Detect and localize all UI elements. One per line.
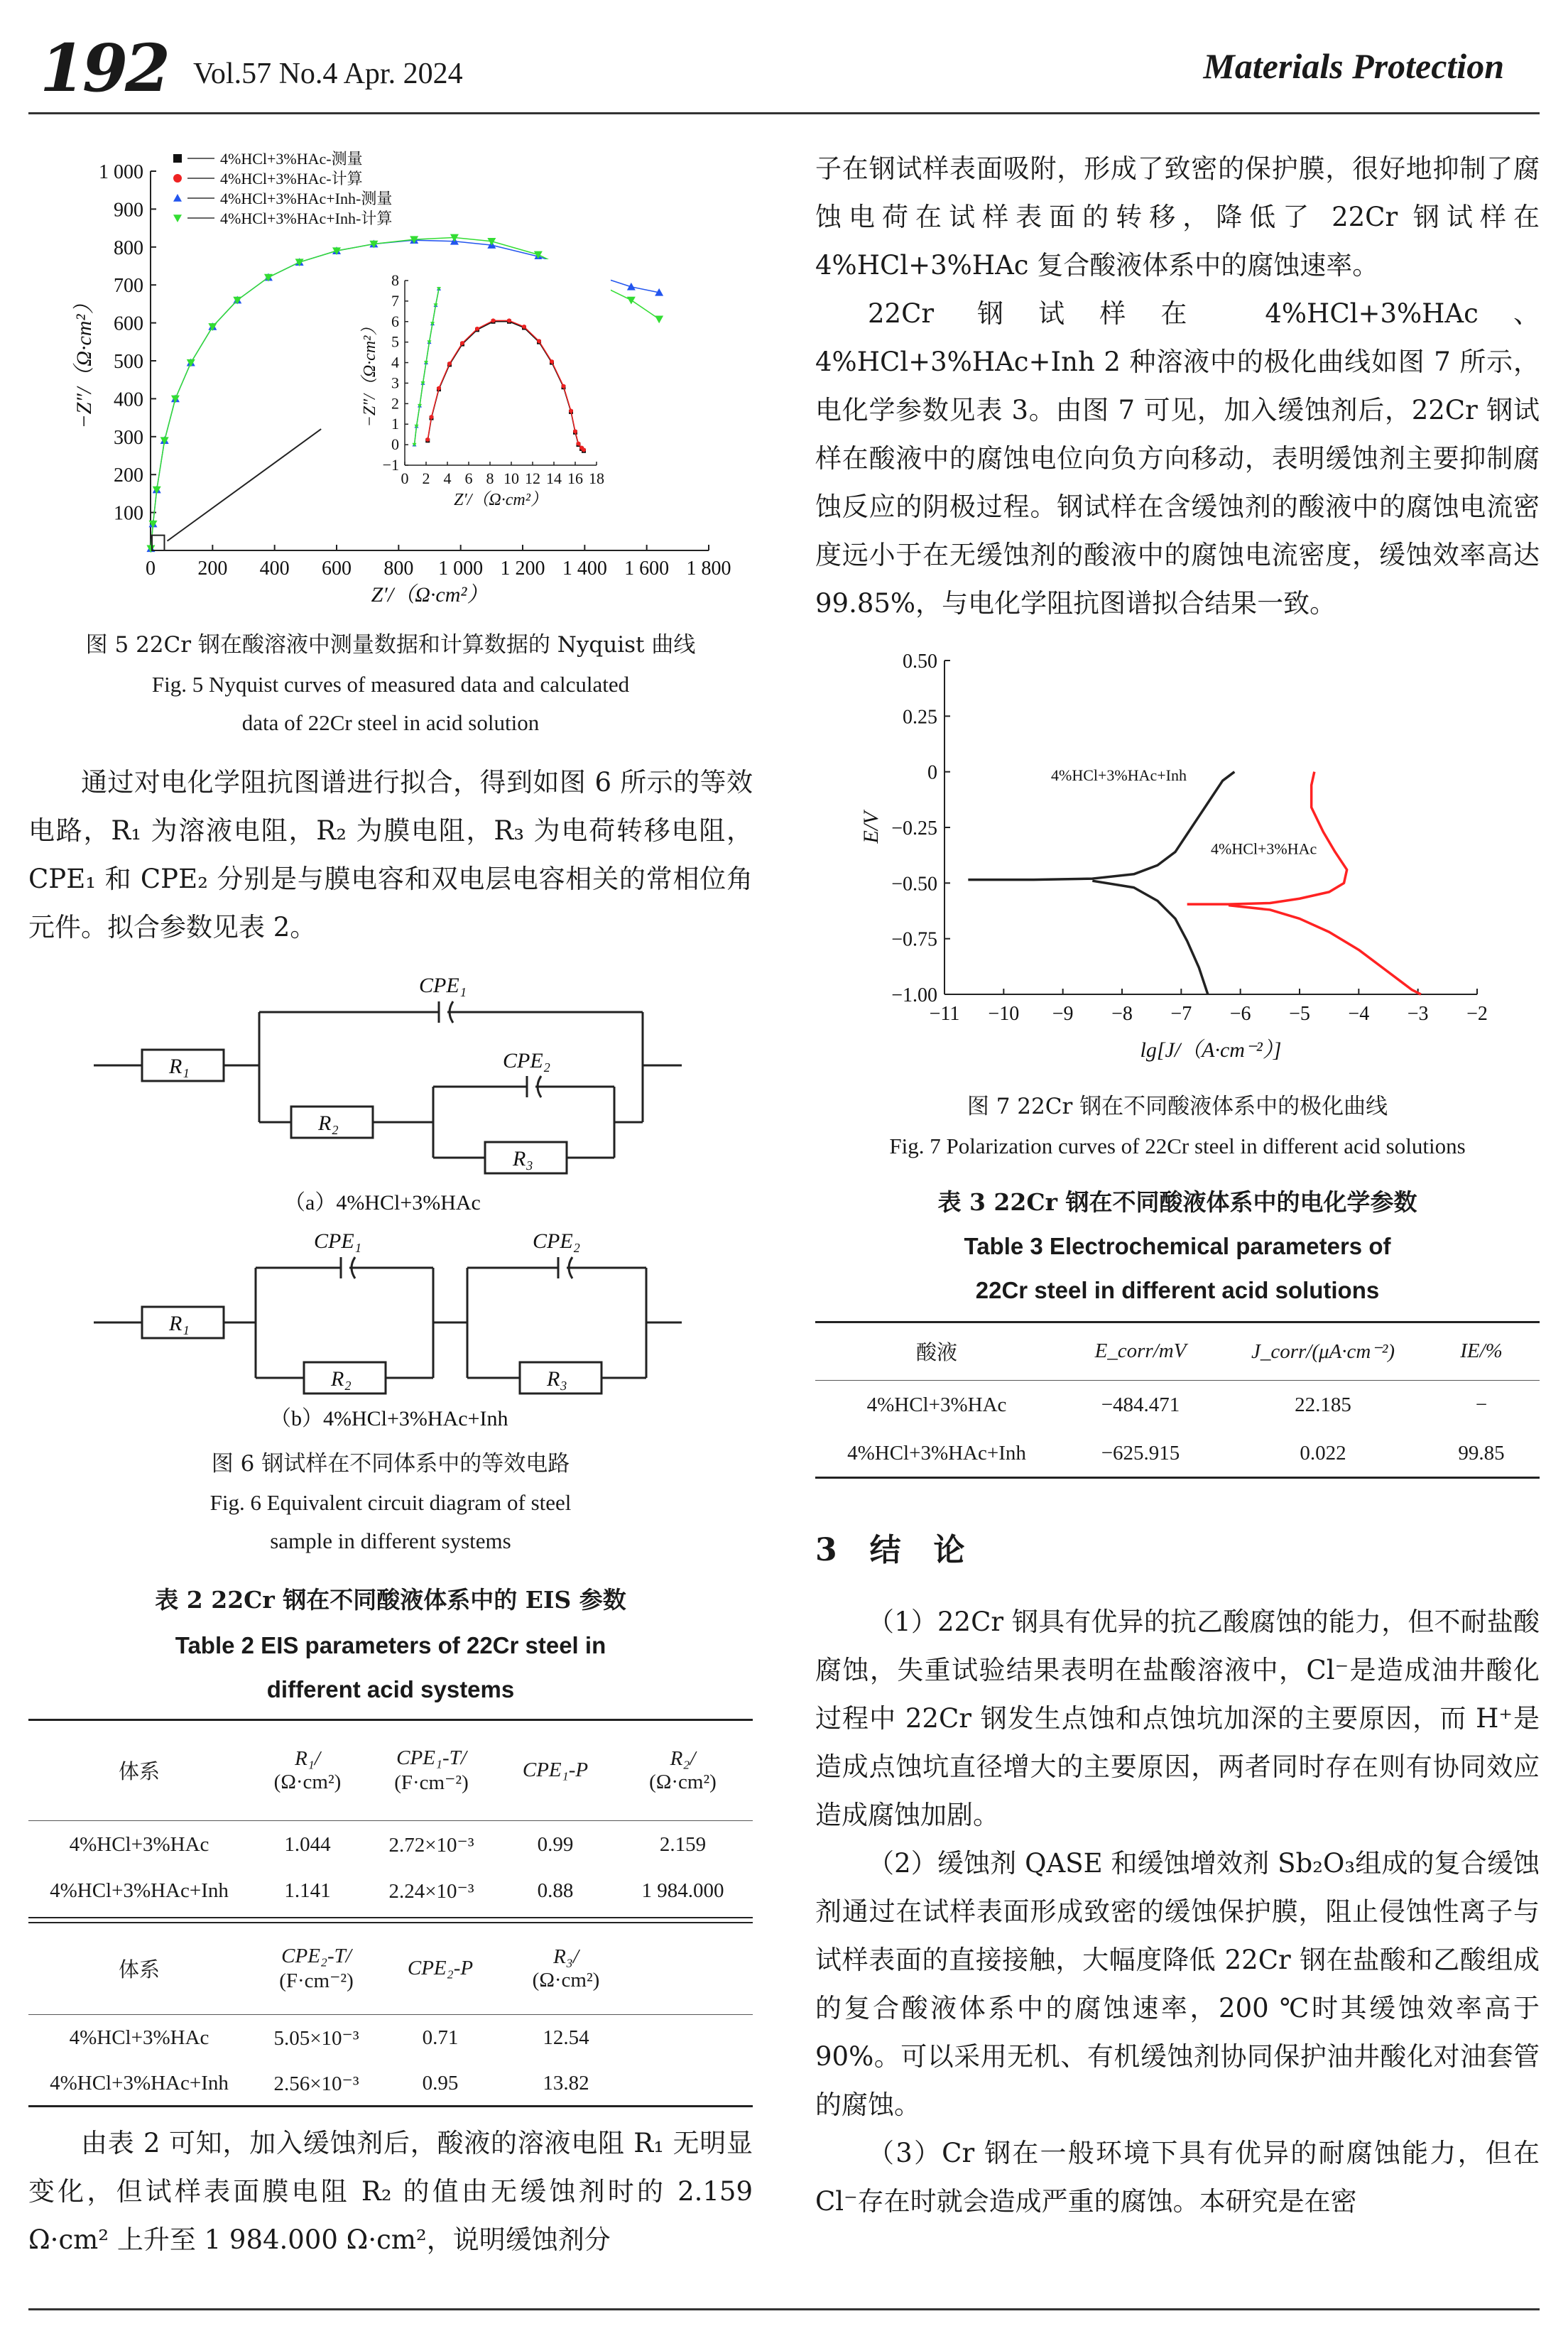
para2-text: 由表 2 可知，加入缓蚀剂后，酸液的溶液电阻 R₁ 无明显变化，但试样表面膜电阻 R₂ 的值由无缓蚀剂时的 2.159 Ω·cm² 上升至 1 984.000 Ω·cm²，说明缓蚀剂分 [28,2128,753,2255]
t2-h-cpe1p: CPE₁-P [522,1759,589,1782]
figure-6 [78,969,703,1438]
para4-text: 22Cr 钢试样在 4%HCl+3%HAc、4%HCl+3%HAc+Inh 2 种溶液中的极化曲线如图 7 所示，电化学参数见表 3。由图 7 可见，加入缓蚀剂后，22Cr 钢试样在酸液中的腐蚀电位向负方向移动，表明缓蚀剂主要抑制腐蚀反应的阴极过程。钢试样在含缓蚀剂的酸液中的腐蚀电流密度远小于在无缓蚀剂的酸液中的腐蚀电流密度，缓蚀效率高达99.85%，与电化学阻抗图谱拟合结果一致。 [815,298,1540,619]
table-cell: 5.05×10⁻³ [273,2026,359,2050]
fig5-inset-point [569,408,573,413]
equivalent-circuit-diagram [78,969,703,1438]
fig5-legend-marker [173,194,182,202]
conclusion-2: （2）缓蚀剂 QASE 和缓蚀增效剂 Sb₂O₃组成的复合缓蚀剂通过在试样表面形成致密的缓蚀保护膜，阻止侵蚀性离子与试样表面的直接接触，大幅度降低 22Cr 钢在盐酸和乙酸组成的复合酸液体系中的腐蚀速率，200 ℃时其缓蚀效率高于 90%。可以采用无机、有机缓蚀剂协同保护油井酸化对油套管的腐蚀。 [815,1848,1540,2120]
fig5-zoom-arrow [167,429,321,541]
table-cell: 22.185 [1295,1393,1351,1416]
conclusion-1: （1）22Cr 钢具有优异的抗乙酸腐蚀的能力，但不耐盐酸腐蚀，失重试验结果表明在盐酸溶液中，Cl⁻是造成油井酸化过程中 22Cr 钢发生点蚀和点蚀坑加深的主要原因，而 H⁺是造成点蚀坑直径增大的主要原因，两者同时存在则有协同效应造成腐蚀加剧。 [815,1607,1540,1830]
conclusions [815,1598,1540,2226]
table-2 [28,1719,753,2107]
fig5-inset-point [582,447,586,452]
table-cell: 13.82 [543,2071,589,2094]
fig5-inset-y-tick-label: 6 [391,312,399,330]
fig5-inset-x-tick-label: 14 [546,469,562,487]
fig5-x-tick-label: 0 [146,558,156,580]
fig7-curve [1187,772,1347,904]
fig5-inset-y-tick-label: −1 [382,456,399,474]
circuit-b-cpe2-label: CPE₂ [533,1229,581,1253]
table2-part1 [28,1721,753,1913]
fig5-inset-point [562,384,566,388]
fig5-y-tick-label: 800 [114,237,143,259]
circuit-a-cpe1-label: CPE₁ [419,974,467,997]
fig5-inset-y-tick-label: 7 [391,291,399,310]
table-row [28,1869,753,1913]
fig7-curve [1229,906,1421,994]
t2-h-cpe2t-unit: (F·cm⁻²) [279,1969,354,1992]
fig5-inset-y-tick-label: 3 [391,374,399,392]
table-3 [815,1321,1540,1479]
fig5-inset-point [447,362,452,366]
table-cell: 0.71 [422,2026,459,2049]
table-cell: −625.915 [1101,1441,1180,1465]
fig7-x-tick-label: −3 [1407,1003,1429,1025]
fig5-legend-marker [173,174,182,183]
fig5-inset-x-tick-label: 4 [443,469,452,487]
fig7-x-tick-label: −8 [1111,1003,1133,1025]
table-cell: 0.88 [537,1879,574,1902]
fig6-caption-cn: 图 6 钢试样在不同体系中的等效电路 [211,1451,570,1477]
table-cell: 4%HCl+3%HAc+Inh [50,2071,229,2094]
circuit-a [94,1001,682,1173]
table3-body [815,1323,1540,1477]
fig5-inset-y-tick-label: 2 [391,394,399,413]
fig5-inset-x-axis-label: Z′/（Ω·cm²） [454,491,548,509]
fig5-y-tick-label: 600 [114,313,143,335]
fig5-x-tick-label: 200 [197,558,228,580]
t2-h-cpe1t-unit: (F·cm⁻²) [394,1771,469,1794]
fig5-point [627,297,636,305]
fig5-y-tick-label: 500 [114,351,143,373]
paragraph-table2-discussion [28,2119,753,2264]
table-cell: 2.159 [659,1832,707,1856]
fig7-y-tick-label: −0.75 [891,928,937,951]
paragraph-film-adsorption [815,145,1540,628]
t2-h-r2-unit: (Ω·cm²) [649,1770,717,1793]
table3-caption-cn: 表 3 22Cr 钢在不同酸液体系中的电化学参数 [937,1188,1417,1216]
fig5-y-tick-label: 900 [114,199,143,222]
t2-h-r1-unit: (Ω·cm²) [273,1770,342,1793]
fig5-y-tick-label: 700 [114,275,143,298]
fig5-inset-x-tick-label: 6 [464,469,473,487]
fig5-x-tick-label: 1 000 [438,558,484,580]
table-cell: 4%HCl+3%HAc [69,2026,209,2049]
table2-part2 [28,1923,753,2105]
table-cell: 4%HCl+3%HAc+Inh [847,1441,1026,1465]
table-cell: − [1475,1393,1488,1416]
table2-caption-cn: 表 2 22Cr 钢在不同酸液体系中的 EIS 参数 [155,1586,626,1614]
t3-h-ie: IE/% [1460,1340,1503,1363]
journal-name: Materials Protection [1203,46,1504,86]
table-cell: 2.24×10⁻³ [388,1879,474,1903]
fig5-inset-point [522,325,526,329]
fig5-inset-y-axis-label: −Z″/（Ω·cm²） [361,318,379,428]
fig5-point [655,315,663,323]
fig5-x-tick-label: 400 [259,558,290,580]
fig5-legend-label: 4%HCl+3%HAc+Inh-计算 [220,210,393,227]
page-number: 192 [40,30,168,107]
fig5-inset-point [475,327,479,331]
table-cell: 4%HCl+3%HAc [866,1393,1007,1416]
t2-h-r2: R₂/ [670,1746,696,1770]
fig5-x-tick-label: 600 [322,558,352,580]
fig5-caption-cn: 图 5 22Cr 钢在酸溶液中测量数据和计算数据的 Nyquist 曲线 [85,632,696,658]
fig5-inset-point [460,341,464,345]
fig7-x-tick-label: −2 [1466,1003,1488,1025]
fig5-inset-x-tick-label: 8 [486,469,494,487]
fig7-y-tick-label: −1.00 [891,984,937,1006]
fig5-legend-marker [173,214,182,222]
fig7-series-label-inh: 4%HCl+3%HAc+Inh [1051,766,1187,785]
fig6-caption-en-2: sample in different systems [270,1528,511,1553]
para3-text: 子在钢试样表面吸附，形成了致密的保护膜，很好地抑制了腐蚀电荷在试样表面的转移，降低了 22Cr 钢试样在 4%HCl+3%HAc 复合酸液体系中的腐蚀速率。 [815,153,1540,281]
header-rule [28,112,1540,114]
fig5-x-tick-label: 1 600 [624,558,670,580]
polarization-chart [838,632,1506,1087]
circuit-a-cpe2-label: CPE₂ [503,1049,551,1072]
fig5-legend-label: 4%HCl+3%HAc-计算 [220,170,363,188]
figure-5 [28,146,753,614]
fig7-y-tick-label: 0 [927,761,937,784]
fig7-curve [968,772,1234,880]
circuit-b-r1-label: R₁ [169,1312,190,1335]
fig5-x-tick-label: 800 [383,558,414,580]
fig7-x-tick-label: −9 [1052,1003,1074,1025]
table-row [28,2014,753,2061]
fig5-inset-y-tick-label: 0 [391,435,399,454]
fig5-y-tick-label: 400 [114,388,143,411]
fig5-legend-marker [173,154,182,163]
table-cell: 4%HCl+3%HAc [69,1832,209,1856]
fig7-x-tick-label: −10 [988,1003,1020,1025]
fig5-inset-x-tick-label: 16 [567,469,583,487]
fig5-y-tick-label: 1 000 [99,161,143,183]
para1-text: 通过对电化学阻抗图谱进行拟合，得到如图 6 所示的等效电路，R₁ 为溶液电阻，R₂ 为膜电阻，R₃ 为电荷转移电阻，CPE₁ 和 CPE₂ 分别是与膜电容和双电层电容相关的常相位角元件。拟合参数见表 2。 [28,767,753,942]
table-cell: 4%HCl+3%HAc+Inh [50,1879,229,1902]
circuit-b-label: （b）4%HCl+3%HAc+Inh [270,1407,508,1430]
table-cell: 1 984.000 [641,1879,724,1902]
fig5-inset-point [507,318,511,322]
fig5-x-tick-label: 1 400 [562,558,607,580]
fig5-inset-point [573,429,577,433]
fig7-caption-cn: 图 7 22Cr 钢在不同酸液体系中的极化曲线 [967,1094,1388,1119]
fig5-inset-point [425,438,430,442]
table3-caption-en-2: 22Cr steel in different acid solutions [975,1277,1380,1303]
fig5-legend-label: 4%HCl+3%HAc+Inh-测量 [220,190,393,207]
footer-rule [28,2308,1540,2310]
table-cell: 1.044 [284,1832,331,1856]
t2-h-system: 体系 [118,1761,160,1784]
fig5-inset-point [491,318,496,322]
t2-h-r1: R₁/ [295,1746,320,1770]
fig5-inset-y-tick-label: 4 [391,353,399,371]
table-cell: 99.85 [1458,1441,1505,1465]
circuit-a-r3-label: R₃ [513,1147,533,1170]
fig5-y-axis-label: −Z″/（Ω·cm²） [72,293,96,429]
fig7-caption-en: Fig. 7 Polarization curves of 22Cr steel in different acid solutions [889,1134,1466,1158]
circuit-a-label: （a）4%HCl+3%HAc [284,1191,481,1215]
paragraph-equivalent-circuit [28,759,753,952]
issue-info: Vol.57 No.4 Apr. 2024 [193,58,463,90]
t3-h-ecorr: E_corr/mV [1094,1340,1187,1363]
fig5-inset-y-tick-label: 1 [391,415,399,433]
fig5-inset-y-tick-label: 8 [391,271,399,289]
fig5-inset-x-tick-label: 12 [525,469,540,487]
t2-h-cpe1t: CPE₁-T/ [396,1746,467,1769]
fig7-y-tick-label: 0.25 [903,706,937,729]
fig5-caption-en-1: Fig. 5 Nyquist curves of measured data and calculated [151,672,630,697]
table-row [28,1820,753,1869]
table-cell: 0.95 [422,2071,459,2094]
fig5-legend-label: 4%HCl+3%HAc-测量 [220,150,363,168]
table-row [815,1430,1540,1477]
fig5-y-tick-label: 300 [114,426,143,449]
figure-7 [838,632,1506,1087]
table2-caption-en-2: different acid systems [266,1676,515,1702]
circuit-b-cpe1-label: CPE₁ [314,1229,362,1253]
fig5-inset-x-tick-label: 2 [422,469,430,487]
t2-h2-system: 体系 [118,1959,160,1982]
nyquist-chart [28,146,753,614]
fig5-inset-point [537,339,541,343]
fig7-series-label-blank: 4%HCl+3%HAc [1211,840,1317,858]
fig5-x-axis-label: Z′/（Ω·cm²） [371,583,489,607]
circuit-a-r2-label: R₂ [318,1112,339,1135]
t2-h-r3: R₃/ [553,1945,579,1968]
table-cell: 12.54 [543,2026,589,2049]
t2-h-cpe2p: CPE₂-P [407,1957,474,1980]
fig7-y-tick-label: 0.50 [903,651,937,673]
fig7-y-tick-label: −0.25 [891,817,937,840]
fig5-inset-point [437,386,441,391]
fig5-inset-x-tick-label: 10 [503,469,519,487]
table-cell: 0.99 [537,1832,574,1856]
table3-caption-en-1: Table 3 Electrochemical parameters of [964,1233,1391,1259]
fig7-curve [1092,881,1207,994]
fig5-x-tick-label: 1 200 [500,558,545,580]
section-heading: 3 结 论 [815,1532,965,1568]
t2-h-r3-unit: (Ω·cm²) [532,1968,600,1992]
fig7-y-tick-label: −0.50 [891,873,937,896]
fig7-x-tick-label: −11 [929,1003,960,1025]
circuit-b-r2-label: R₂ [331,1367,352,1391]
t3-h-acid: 酸液 [915,1342,957,1365]
fig5-inset-point [550,359,554,364]
fig5-inset-point [430,415,434,419]
table-cell: −484.471 [1101,1393,1180,1416]
fig5-inset-x-tick-label: 18 [589,469,604,487]
fig5-x-tick-label: 1 800 [686,558,731,580]
fig7-x-tick-label: −7 [1170,1003,1192,1025]
fig5-y-tick-label: 100 [114,502,143,525]
circuit-b-r3-label: R₃ [547,1367,567,1391]
table-row [28,2061,753,2105]
fig5-inset-x-tick-label: 0 [401,469,409,487]
fig7-x-axis-label: lg[J/（A·cm⁻²）] [1140,1038,1282,1062]
table-row [815,1380,1540,1430]
fig5-caption-en-2: data of 22Cr steel in acid solution [241,710,540,735]
fig5-y-tick-label: 200 [114,464,143,487]
t3-h-jcorr: J_corr/(μA·cm⁻²) [1251,1340,1395,1364]
fig7-y-axis-label: E/V [859,811,883,844]
fig5-zoom-box [152,536,164,550]
fig7-x-tick-label: −6 [1229,1003,1251,1025]
table2-caption-en-1: Table 2 EIS parameters of 22Cr steel in [175,1632,606,1658]
table-cell: 1.141 [284,1879,331,1902]
table-cell: 0.022 [1300,1441,1346,1465]
circuit-a-r1-label: R₁ [169,1055,190,1078]
fig7-x-tick-label: −4 [1348,1003,1370,1025]
fig5-inset-y-tick-label: 5 [391,332,399,351]
fig5-inset-point [577,442,581,446]
fig6-caption-en-1: Fig. 6 Equivalent circuit diagram of steel [209,1490,572,1515]
table-cell: 2.72×10⁻³ [388,1833,474,1857]
t2-h-cpe2t: CPE₂-T/ [281,1944,352,1967]
table-cell: 2.56×10⁻³ [273,2072,359,2095]
conclusion-3: （3）Cr 钢在一般环境下具有优异的耐腐蚀能力，但在 Cl⁻存在时就会造成严重的腐蚀。本研究是在密 [815,2138,1540,2217]
fig7-x-tick-label: −5 [1289,1003,1310,1025]
